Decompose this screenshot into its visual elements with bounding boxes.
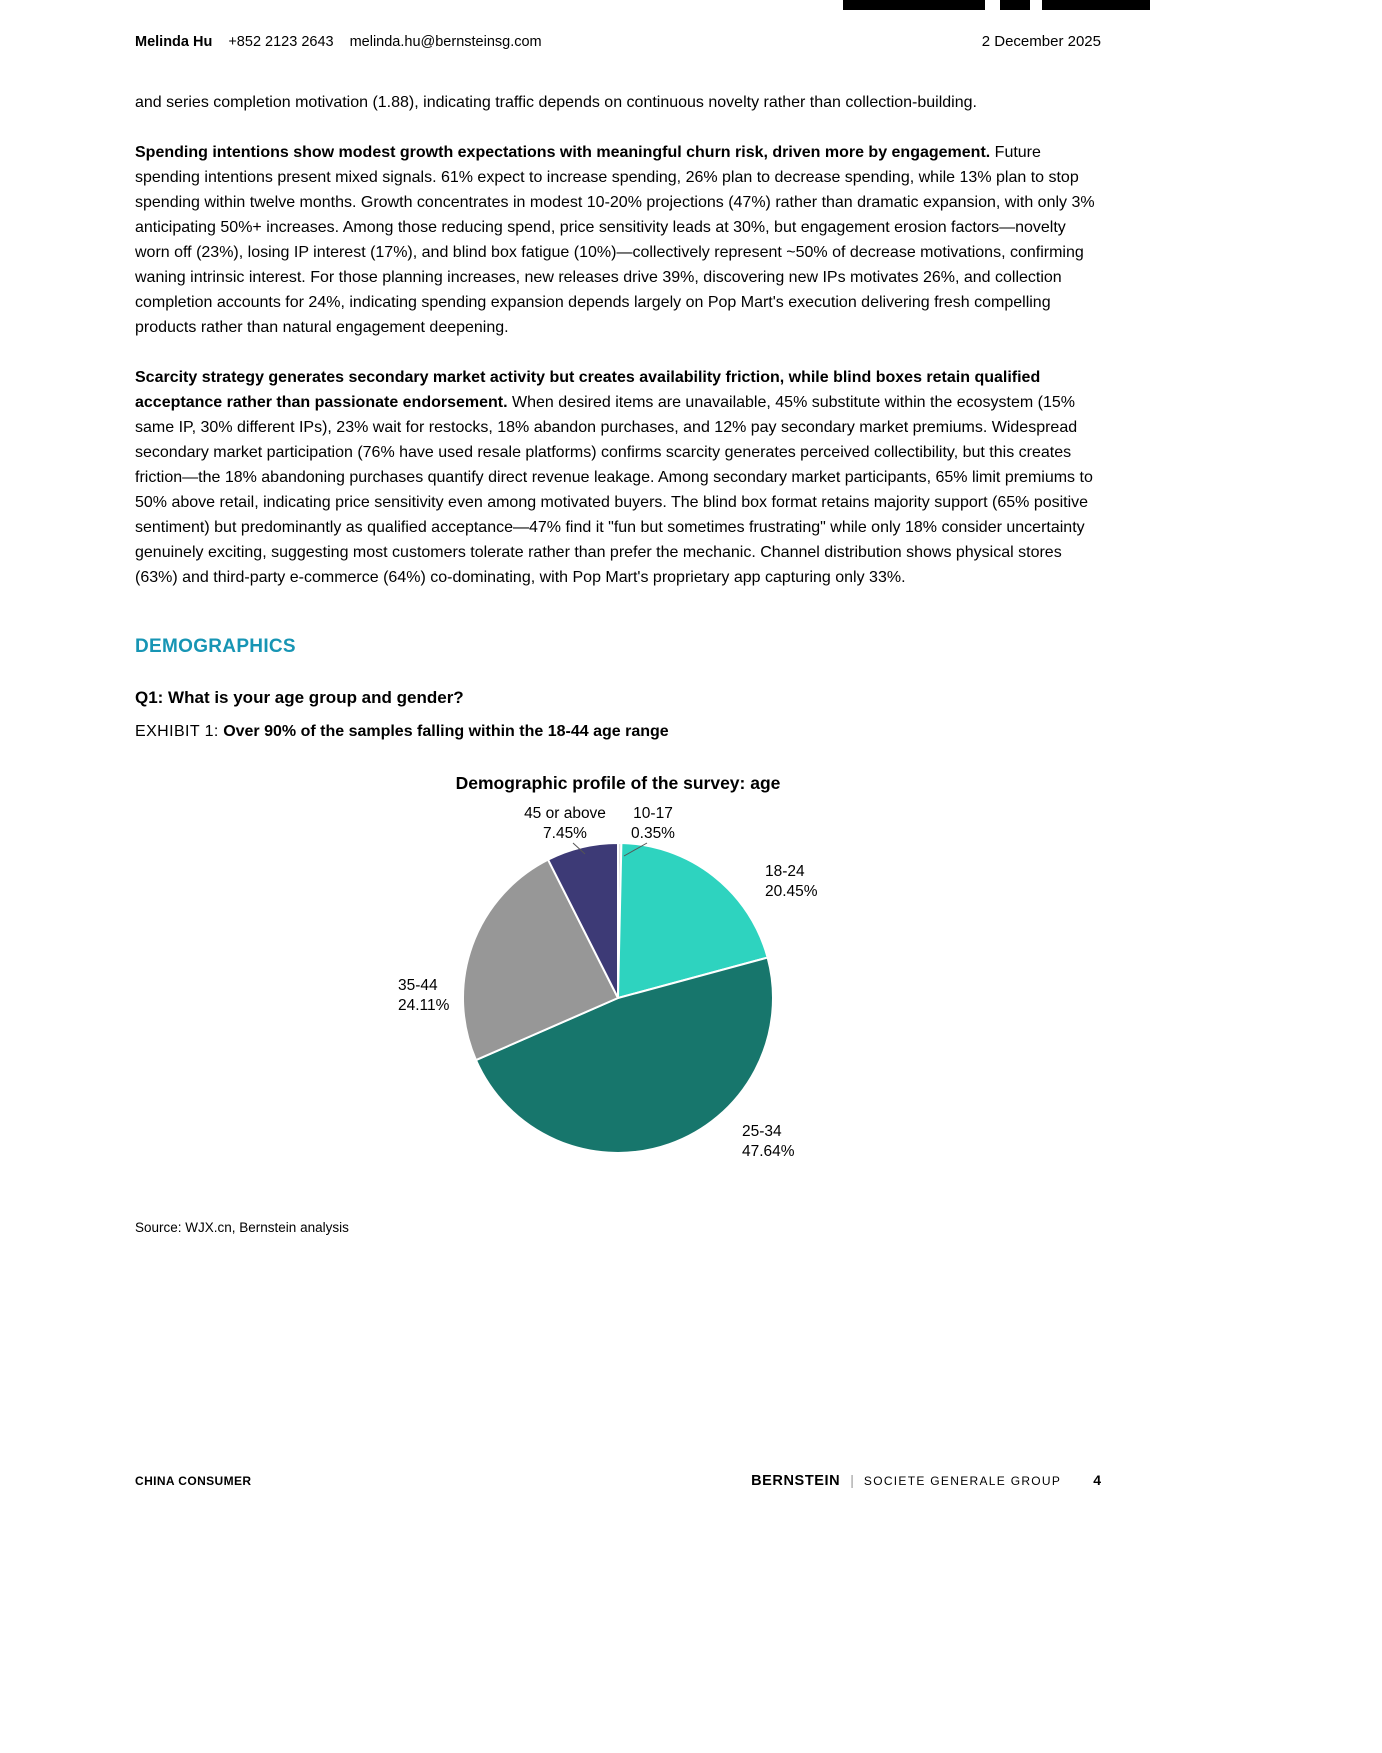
author-block <box>135 34 542 50</box>
page-footer <box>135 1472 1101 1489</box>
section-heading: DEMOGRAPHICS <box>135 636 296 657</box>
footer-separator: | <box>850 1472 854 1488</box>
redaction-bar <box>1042 0 1150 10</box>
footer-brand-block <box>751 1472 1101 1489</box>
redaction-bar <box>1000 0 1030 10</box>
paragraph-body-text: Future spending intentions present mixed signals. 61% expect to increase spending, 26% plan to decrease spending, while 13% plan to stop spending within twelve months. Growth concentrates in modest 10-20% projections (47%) rather than dramatic expansion, with only 3% anticipating 50%+ increases. Among those reducing spend, price sensitivity leads at 30%, but engagement erosion factors—novelty worn off (23%), losing IP interest (17%), and blind box fatigue (10%)—collectively represent ~50% of decrease motivations, confirming waning intrinsic interest. For those planning increases, new releases drive 39%, discovering new IPs motivates 26%, and collection completion accounts for 24%, indicating spending expansion depends largely on Pop Mart's execution delivering fresh compelling products rather than natural engagement deepening. <box>135 144 1095 336</box>
redaction-bar <box>843 0 985 10</box>
page-number: 4 <box>1093 1472 1101 1488</box>
age-pie-chart <box>135 796 1101 1196</box>
exhibit-title: Over 90% of the samples falling within the 18-44 age range <box>223 723 669 740</box>
exhibit-label: EXHIBIT 1: <box>135 723 219 740</box>
report-date: 2 December 2025 <box>981 33 1101 50</box>
pie-label-10-17-value: 0.35% <box>631 825 675 842</box>
societe-generale-logo: SOCIETE GENERALE GROUP <box>863 1474 1062 1488</box>
pie-label-35-44-category: 35-44 <box>398 977 438 994</box>
source-note: Source: WJX.cn, Bernstein analysis <box>135 1220 349 1235</box>
paragraph-spending-intentions <box>135 140 1101 340</box>
page-header <box>135 33 1101 50</box>
author-phone: +852 2123 2643 <box>228 34 334 50</box>
pie-label-45-or-above-value: 7.45% <box>543 825 587 842</box>
pie-label-45-or-above-category: 45 or above <box>524 805 606 822</box>
paragraph-lead-bold: Scarcity strategy generates secondary market activity but creates availability friction, while blind boxes retain qualified acceptance rather than passionate endorsement. <box>135 369 1041 411</box>
question-heading: Q1: What is your age group and gender? <box>135 688 464 707</box>
page-content <box>135 33 1101 1235</box>
pie-label-10-17-category: 10-17 <box>633 805 673 822</box>
paragraph-scarcity-strategy <box>135 365 1101 590</box>
paragraph-lead-bold: Spending intentions show modest growth expectations with meaningful churn risk, driven more by engagement. <box>135 144 991 161</box>
author-email: melinda.hu@bernsteinsg.com <box>349 34 542 50</box>
paragraph-body-text: When desired items are unavailable, 45% substitute within the ecosystem (15% same IP, 30% different IPs), 23% wait for restocks, 18% abandon purchases, and 12% pay secondary market premiums. Widespread secondary market participation (76% have used resale platforms) confirms scarcity generates perceived collectibility, but this creates friction—the 18% abandoning purchases quantify direct revenue leakage. Among secondary market participants, 65% limit premiums to 50% above retail, indicating price sensitivity even among motivated buyers. The blind box format retains majority support (65% positive sentiment) but predominantly as qualified acceptance—47% find it "fun but sometimes frustrating" while only 18% consider uncertainty genuinely exciting, suggesting most customers tolerate rather than prefer the mechanic. Channel distribution shows physical stores (63%) and third-party e-commerce (64%) co-dominating, with Pop Mart's proprietary app capturing only 33%. <box>135 394 1093 586</box>
pie-label-25-34-category: 25-34 <box>742 1123 782 1140</box>
paragraph-continuation: and series completion motivation (1.88), indicating traffic depends on continuous novelty rather than collection-building. <box>135 94 977 111</box>
pie-label-25-34-value: 47.64% <box>742 1143 795 1160</box>
pie-label-18-24-value: 20.45% <box>765 883 818 900</box>
footer-section-name: CHINA CONSUMER <box>135 1474 252 1488</box>
chart-title: Demographic profile of the survey: age <box>455 773 781 793</box>
bernstein-logo: BERNSTEIN <box>751 1473 841 1489</box>
pie-label-18-24-category: 18-24 <box>765 863 805 880</box>
author-name: Melinda Hu <box>135 34 213 50</box>
pie-label-35-44-value: 24.11% <box>398 997 450 1014</box>
exhibit-caption <box>135 723 1101 741</box>
